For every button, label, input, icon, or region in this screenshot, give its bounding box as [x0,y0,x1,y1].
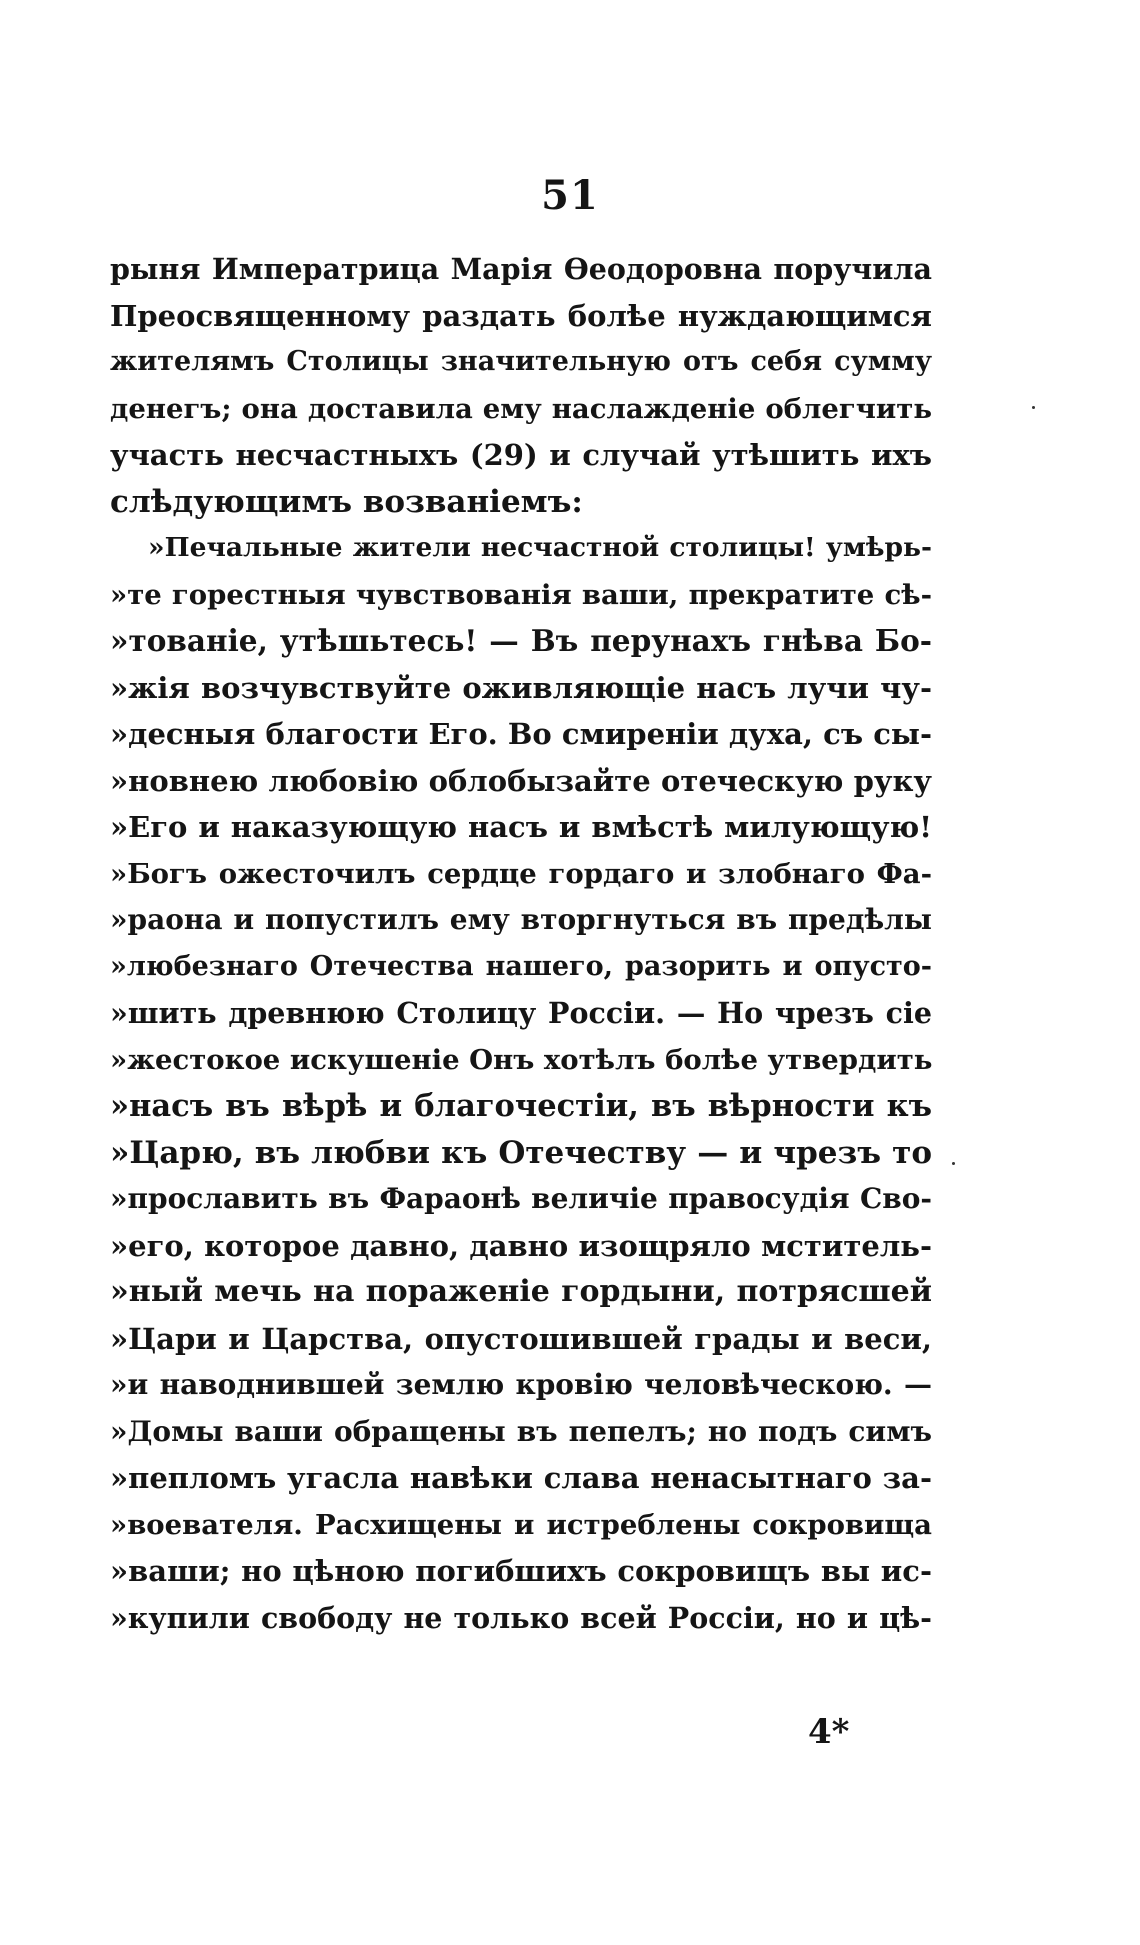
text-line: рыня Императрица Марія Ѳеодоровна поручила [110,252,932,286]
text-line: »купили свободу не только всей Россіи, но и цѣ- [110,1600,932,1635]
text-line: »Царю, въ любви къ Отечеству — и чрезъ то [110,1134,932,1171]
text-line: »пепломъ угасла навѣки слава ненасытнаго за- [110,1461,932,1495]
text-line: денегъ; она доставила ему наслажденіе облегчить [110,392,932,425]
text-line: »ный мечь на пораженіе гордыни, потрясшей [110,1274,932,1309]
text-line: »новнею любовію облобызайте отеческую руку [110,763,932,798]
text-line: »ваши; но цѣною погибшихъ сокровищъ вы ис- [110,1554,932,1588]
text-line: жителямъ Столицы значительную отъ себя сумму [110,346,932,377]
text-line: участь несчастныхъ (29) и случай утѣшить ихъ [110,438,932,472]
page-number: 51 [541,172,599,219]
text-line: »насъ въ вѣрѣ и благочестіи, въ вѣрности къ [110,1088,932,1124]
text-line: »прославить въ Фараонѣ величіе правосудія Сво- [110,1182,932,1215]
signature-mark: 4* [808,1712,850,1752]
text-line: »десныя благости Его. Во смиреніи духа, съ сы- [110,717,932,751]
text-line: »Его и наказующую насъ и вмѣстѣ милующую! [110,810,932,844]
text-line: »Цари и Царства, опустошившей грады и веси, [110,1321,932,1356]
text-line: »Печальные жители несчастной столицы! умѣрь- [148,532,932,563]
text-line: »тованіе, утѣшьтесь! — Въ перунахъ гнѣва Бо- [110,623,932,658]
text-line: »Домы ваши обращены въ пепелъ; но подъ симъ [110,1414,932,1448]
text-line: »воевателя. Расхищены и истреблены сокровища [110,1508,932,1541]
scan-speck [952,1162,955,1165]
text-line: »любезнаго Отечества нашего, разорить и опусто- [110,950,932,982]
text-line: »и наводнившей землю кровію человѣческою. — [110,1368,932,1401]
text-line: »те горестныя чувствованія ваши, прекратите сѣ- [110,578,932,611]
text-line: »жестокое искушеніе Онъ хотѣлъ болѣе утвердить [110,1043,933,1076]
text-line: слѣдующимъ возваніемъ: [110,483,583,520]
text-line: »раона и попустилъ ему вторгнуться въ предѣлы [110,903,932,936]
scan-speck [1032,406,1035,409]
text-line: »его, которое давно, давно изощряло мститель- [110,1228,932,1263]
text-line: Преосвященному раздать болѣе нуждающимся [110,298,932,333]
text-line: »шить древнюю Столицу Россіи. — Но чрезъ сіе [110,996,932,1030]
body-text [110,246,932,1641]
text-line: »жія возчувствуйте оживляющіе насъ лучи чу- [110,670,932,705]
text-line: »Богъ ожесточилъ сердце гордаго и злобнаго Фа- [110,857,932,890]
